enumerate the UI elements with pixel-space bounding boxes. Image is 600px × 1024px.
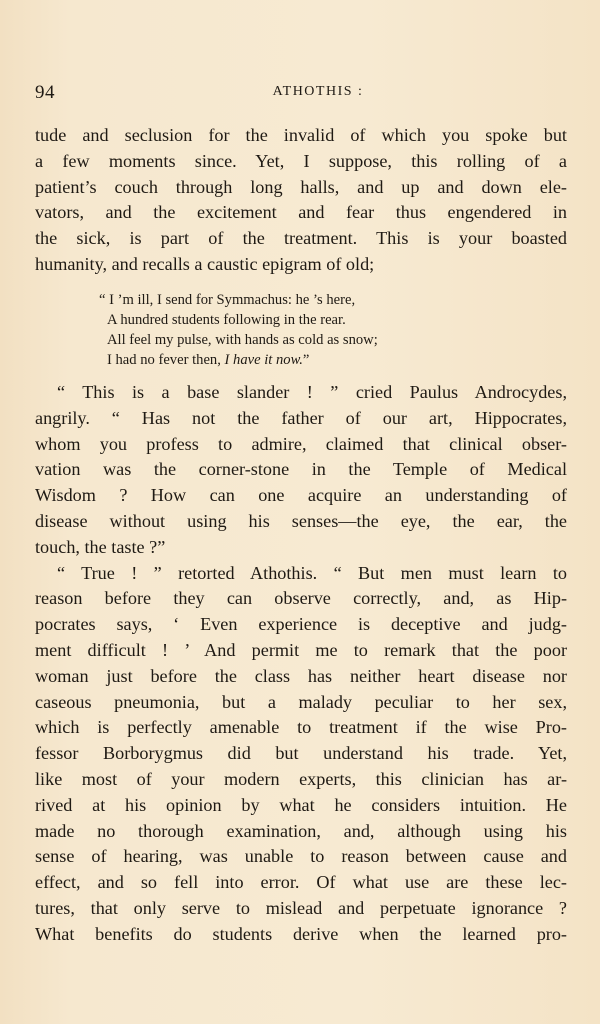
text-line: touch, the taste ?” — [35, 536, 166, 557]
text-line: which is perfectly amenable to treatment if the wise Pro- — [35, 717, 567, 738]
text-line: ment difficult ! ’ And permit me to remark that the poor — [35, 639, 567, 660]
verse-line: A hundred students following in the rear. — [107, 312, 346, 328]
text-line: angrily. “ Has not the father of our art, Hippocrates, — [35, 407, 567, 428]
text-line: What benefits do students derive when the learned pro- — [35, 923, 567, 944]
text-line: patient’s couch through long halls, and up and down ele- — [35, 176, 567, 197]
verse-line: All feel my pulse, with hands as cold as snow; — [107, 332, 378, 348]
verse-italic-text: I have it now. — [224, 352, 303, 368]
text-line: a few moments since. Yet, I suppose, this rolling of a — [35, 150, 567, 171]
text-line: whom you profess to admire, claimed that clinical obser- — [35, 433, 567, 454]
text-line: Wisdom ? How can one acquire an understanding of — [35, 485, 567, 506]
text-line: the sick, is part of the treatment. This is your boasted — [35, 228, 567, 249]
text-line: reason before they can observe correctly, and, as Hip- — [35, 588, 567, 609]
text-line: “ This is a base slander ! ” cried Paulus Androcydes, — [57, 382, 567, 402]
page-number: 94 — [35, 82, 55, 103]
dialogue-paragraphs — [35, 380, 567, 948]
text-line: rived at his opinion by what he considers intuition. He — [35, 794, 567, 815]
text-line: caseous pneumonia, but a malady peculiar to her sex, — [35, 691, 567, 712]
text-line: humanity, and recalls a caustic epigram of old; — [35, 253, 375, 274]
text-line: sense of hearing, was unable to reason between cause and — [35, 846, 567, 867]
text-line: vation was the corner-stone in the Temple of Medical — [35, 459, 567, 480]
verse-line: “ I ’m ill, I send for Symmachus: he ’s here, — [99, 292, 356, 308]
page-header — [35, 82, 565, 106]
text-line: tude and seclusion for the invalid of which you spoke but — [35, 125, 567, 145]
text-line: vators, and the excitement and fear thus engendered in — [35, 202, 567, 223]
text-line: pocrates says, ‘ Even experience is deceptive and judg- — [35, 614, 567, 635]
text-line: tures, that only serve to mislead and perpetuate ignorance ? — [35, 897, 567, 918]
verse-text: I had no fever then, — [107, 352, 225, 368]
paragraph-continued — [35, 123, 567, 278]
text-line: made no thorough examination, and, although using his — [35, 820, 567, 841]
text-line: like most of your modern experts, this clinician has ar- — [35, 768, 567, 789]
text-line: woman just before the class has neither heart disease nor — [35, 665, 567, 686]
text-line: “ True ! ” retorted Athothis. “ But men must learn to — [57, 562, 567, 583]
text-line: disease without using his senses—the eye, the ear, the — [35, 510, 567, 531]
text-line: fessor Borborygmus did but understand his trade. Yet, — [35, 743, 567, 764]
epigram-verse — [99, 290, 479, 370]
running-head: ATHOTHIS : — [272, 84, 364, 99]
verse-line — [99, 350, 479, 370]
text-line: effect, and so fell into error. Of what use are these lec- — [35, 872, 567, 893]
verse-text: ” — [302, 352, 310, 368]
